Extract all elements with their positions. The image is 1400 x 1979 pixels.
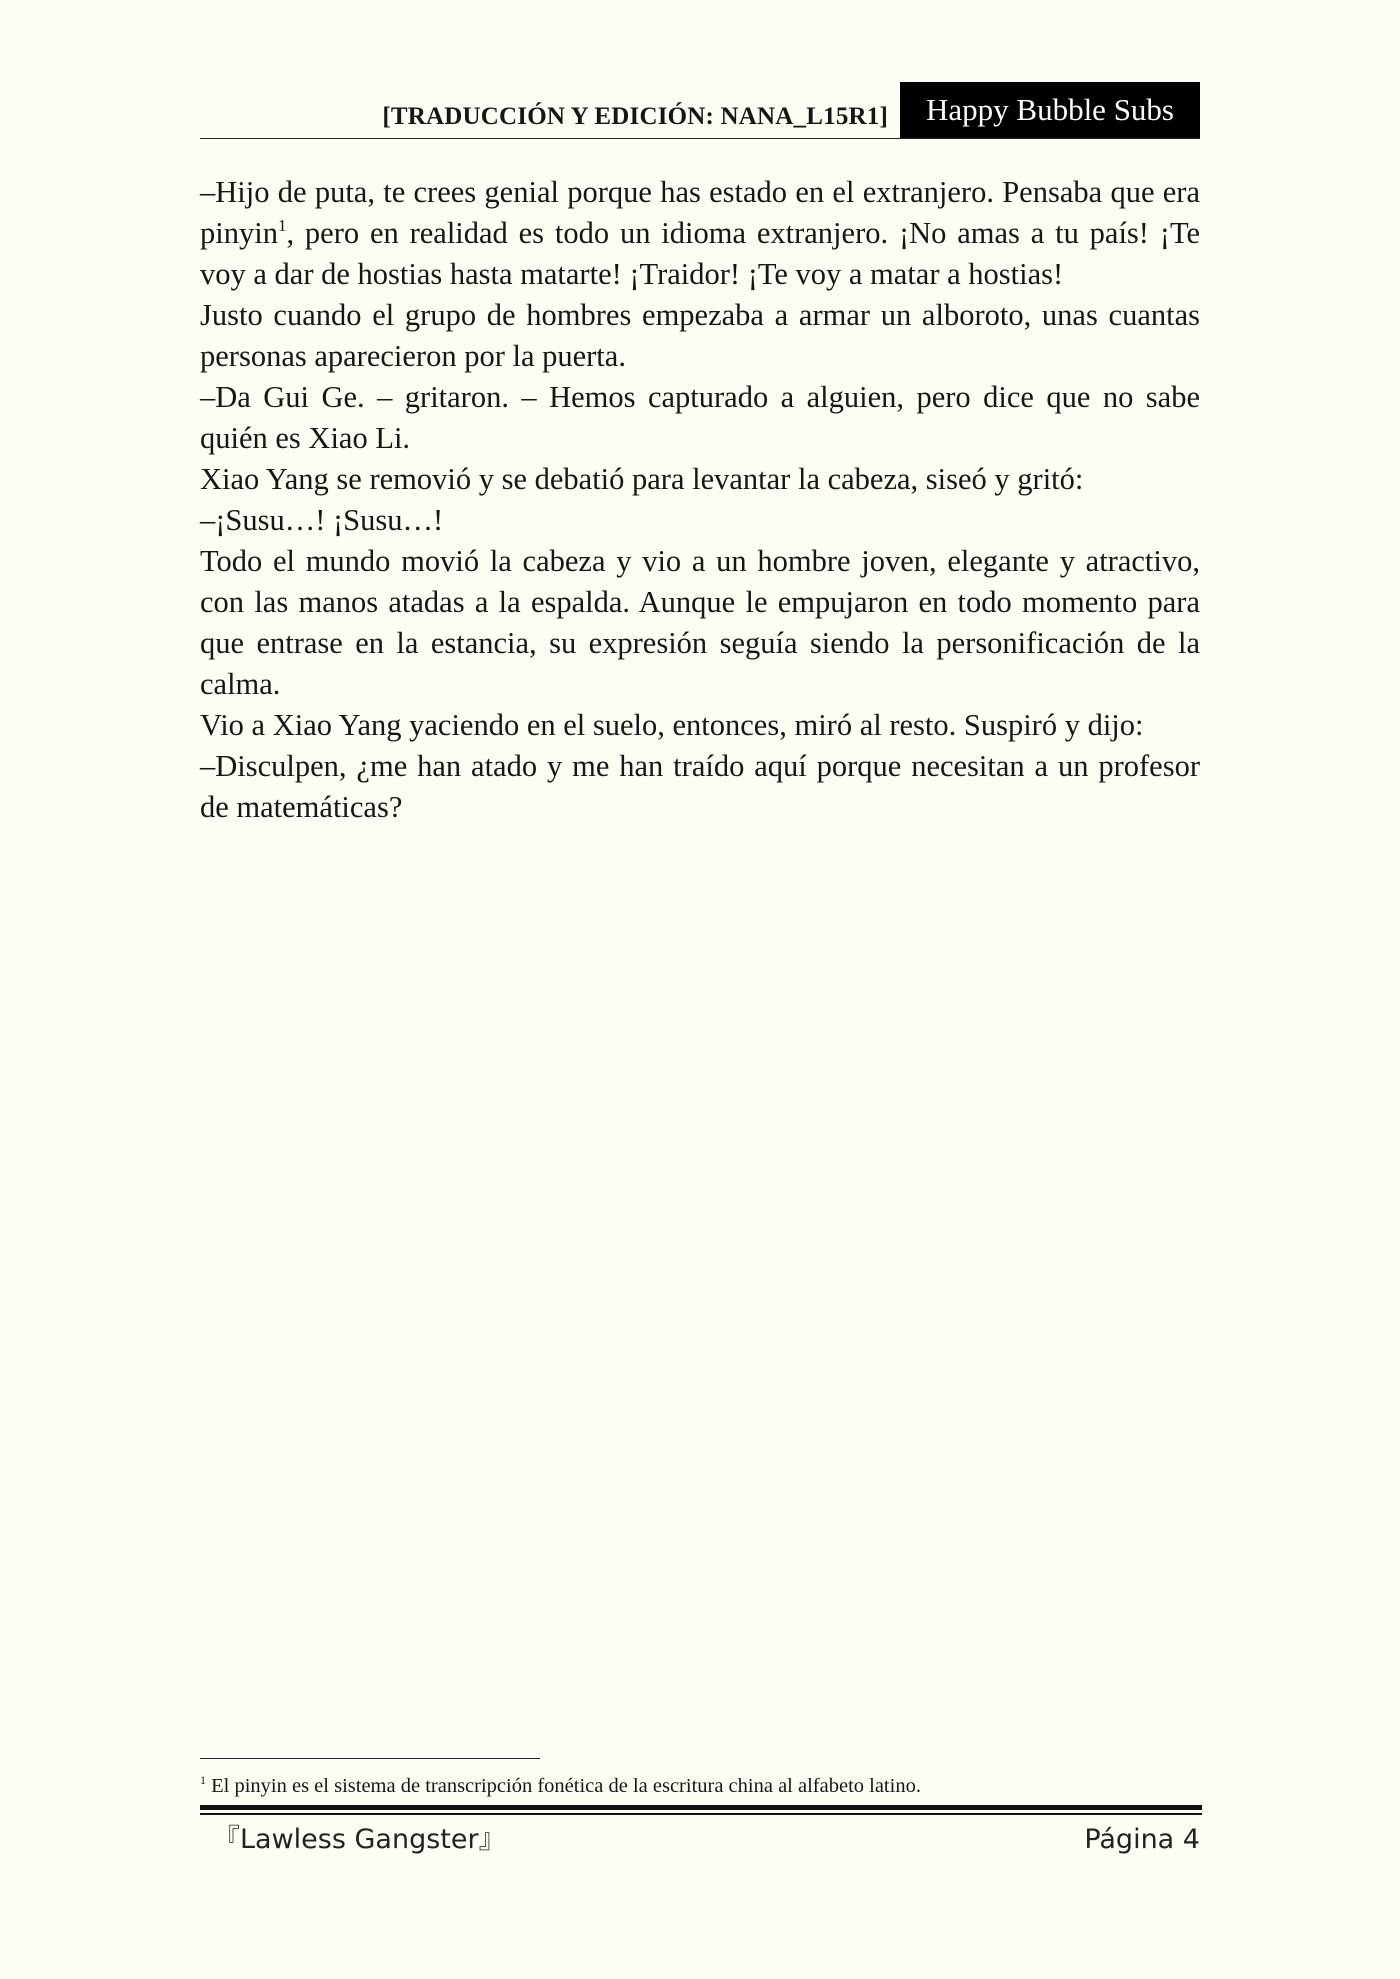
paragraph-1-end: , pero en realidad es todo un idioma extranjero. ¡No amas a tu país! ¡Te voy a dar de hostias hasta matarte! ¡Traidor! ¡Te voy a matar a hostias!	[200, 216, 1200, 291]
paragraph-1-start: –Hijo de puta, te crees genial porque has estado en el extranjero. Pensaba que era pinyin	[200, 175, 1200, 250]
chapter-text	[200, 172, 1200, 828]
translation-credit: [TRADUCCIÓN Y EDICIÓN: NANA_L15R1]	[382, 103, 888, 130]
paragraph-4: Xiao Yang se removió y se debatió para levantar la cabeza, siseó y gritó:	[200, 462, 1084, 496]
paragraph-3: –Da Gui Ge. – gritaron. – Hemos capturado a alguien, pero dice que no sabe quién es Xiao Li.	[200, 380, 1200, 455]
footer-divider-thick	[200, 1805, 1202, 1810]
paragraph-6: Todo el mundo movió la cabeza y vio a un hombre joven, elegante y atractivo, con las manos atadas a la espalda. Aunque le empujaron en todo momento para que entrase en la estancia, su expresión seguía siendo la personificación de la calma.	[200, 544, 1200, 701]
footnote-divider	[200, 1758, 540, 1759]
paragraph-8: –Disculpen, ¿me han atado y me han traído aquí porque necesitan a un profesor de matemáticas?	[200, 749, 1200, 824]
book-title: 『Lawless Gangster』	[213, 1824, 506, 1855]
group-name-badge: Happy Bubble Subs	[900, 82, 1200, 138]
footnote-marker: 1	[200, 1773, 206, 1787]
paragraph-7: Vio a Xiao Yang yaciendo en el suelo, entonces, miró al resto. Suspiró y dijo:	[200, 708, 1144, 742]
footnote-text: El pinyin es el sistema de transcripción fonética de la escritura china al alfabeto latino.	[206, 1775, 921, 1797]
page-number: Página 4	[1084, 1824, 1200, 1855]
footnote-reference[interactable]: 1	[277, 216, 287, 235]
paragraph-5: –¡Susu…! ¡Susu…!	[200, 503, 444, 537]
page-header	[200, 82, 1200, 139]
paragraph-2: Justo cuando el grupo de hombres empezaba a armar un alboroto, unas cuantas personas aparecieron por la puerta.	[200, 298, 1200, 373]
footer-divider-thin	[200, 1813, 1202, 1815]
footnote	[200, 1773, 1200, 1799]
paragraph-1	[200, 172, 1200, 295]
